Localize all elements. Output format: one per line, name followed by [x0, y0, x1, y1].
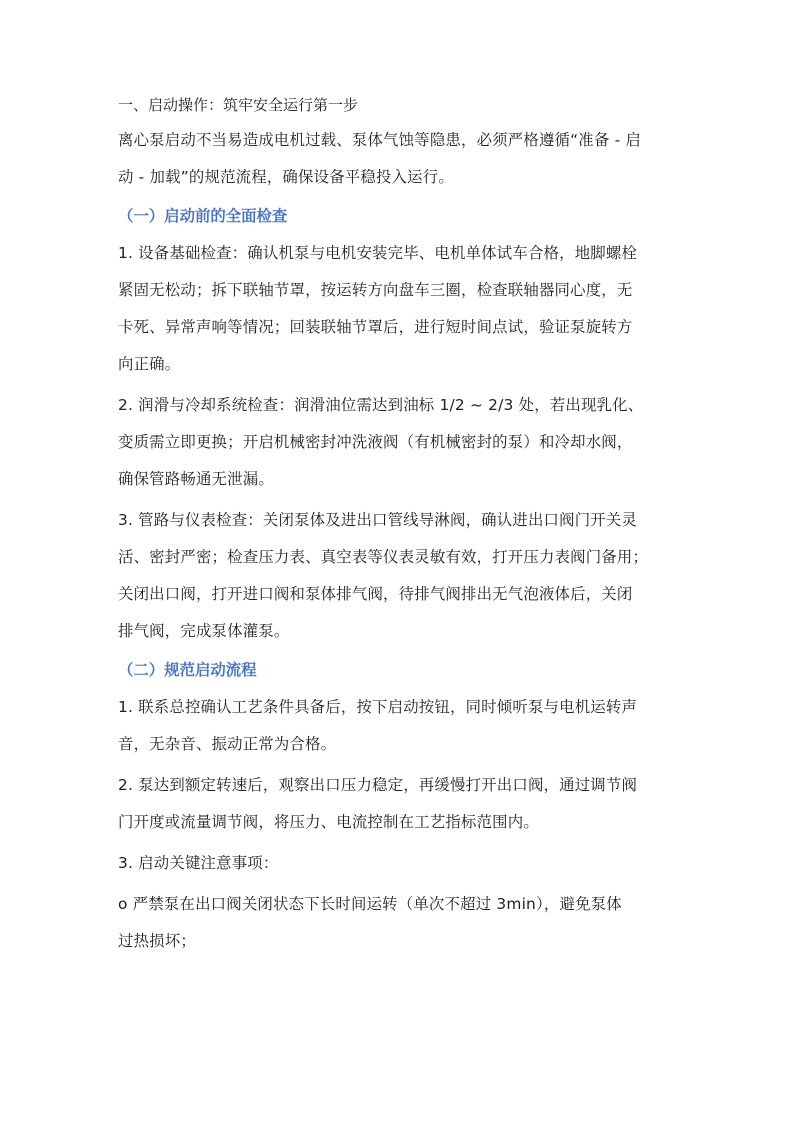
- text-line: 活、密封严密；检查压力表、真空表等仪表灵敏有效，打开压力表阀门备用；: [118, 548, 649, 566]
- text-line: 向正确。: [118, 355, 181, 373]
- text-line: 1. 设备基础检查：确认机泵与电机安装完毕、电机单体试车合格，地脚螺栓: [118, 244, 638, 262]
- document-content: [118, 92, 678, 960]
- subsection-title-1: （一）启动前的全面检查: [118, 207, 288, 225]
- text-line: 变质需立即更换；开启机械密封冲洗液阀（有机械密封的泵）和冷却水阀，: [118, 433, 633, 451]
- start-item-3: [118, 845, 678, 882]
- check-item-2: [118, 387, 678, 498]
- text-line: o 严禁泵在出口阀关闭状态下长时间运转（单次不超过 3min），避免泵体: [118, 895, 622, 913]
- text-line: 门开度或流量调节阀，将压力、电流控制在工艺指标范围内。: [118, 813, 539, 831]
- text-line: 2. 泵达到额定转速后，观察出口压力稳定，再缓慢打开出口阀，通过调节阀: [118, 776, 638, 794]
- text-line: 关闭出口阀，打开进口阀和泵体排气阀，待排气阀排出无气泡液体后，关闭: [118, 585, 633, 603]
- text-line: 确保管路畅通无泄漏。: [118, 470, 274, 488]
- start-item-1: [118, 689, 678, 763]
- text-line: 卡死、异常声响等情况；回装联轴节罩后，进行短时间点试，验证泵旋转方: [118, 318, 633, 336]
- text-line: 紧固无松动；拆下联轴节罩，按运转方向盘车三圈，检查联轴器同心度，无: [118, 281, 633, 299]
- start-item-2: [118, 767, 678, 841]
- intro-paragraph: [118, 122, 678, 196]
- text-line: 音，无杂音、振动正常为合格。: [118, 735, 337, 753]
- check-item-3: [118, 502, 678, 650]
- start-note-bullet: [118, 886, 678, 960]
- text-line: 排气阀，完成泵体灌泵。: [118, 622, 290, 640]
- subsection-title-2: （二）规范启动流程: [118, 661, 257, 679]
- text-line: 2. 润滑与冷却系统检查：润滑油位需达到油标 1/2 ~ 2/3 处，若出现乳化、: [118, 396, 644, 414]
- text-line: 1. 联系总控确认工艺条件具备后，按下启动按钮，同时倾听泵与电机运转声: [118, 698, 638, 716]
- text-line: 3. 管路与仪表检查：关闭泵体及进出口管线导淋阀，确认进出口阀门开关灵: [118, 511, 638, 529]
- check-item-1: [118, 235, 678, 383]
- section-heading: 一、启动操作：筑牢安全运行第一步: [118, 96, 359, 114]
- text-line: 离心泵启动不当易造成电机过载、泵体气蚀等隐患，必须严格遵循“准备 - 启: [118, 131, 642, 149]
- text-line: 3. 启动关键注意事项：: [118, 854, 279, 872]
- text-line: 动 - 加载”的规范流程，确保设备平稳投入运行。: [118, 168, 454, 186]
- text-line: 过热损坏；: [118, 932, 196, 950]
